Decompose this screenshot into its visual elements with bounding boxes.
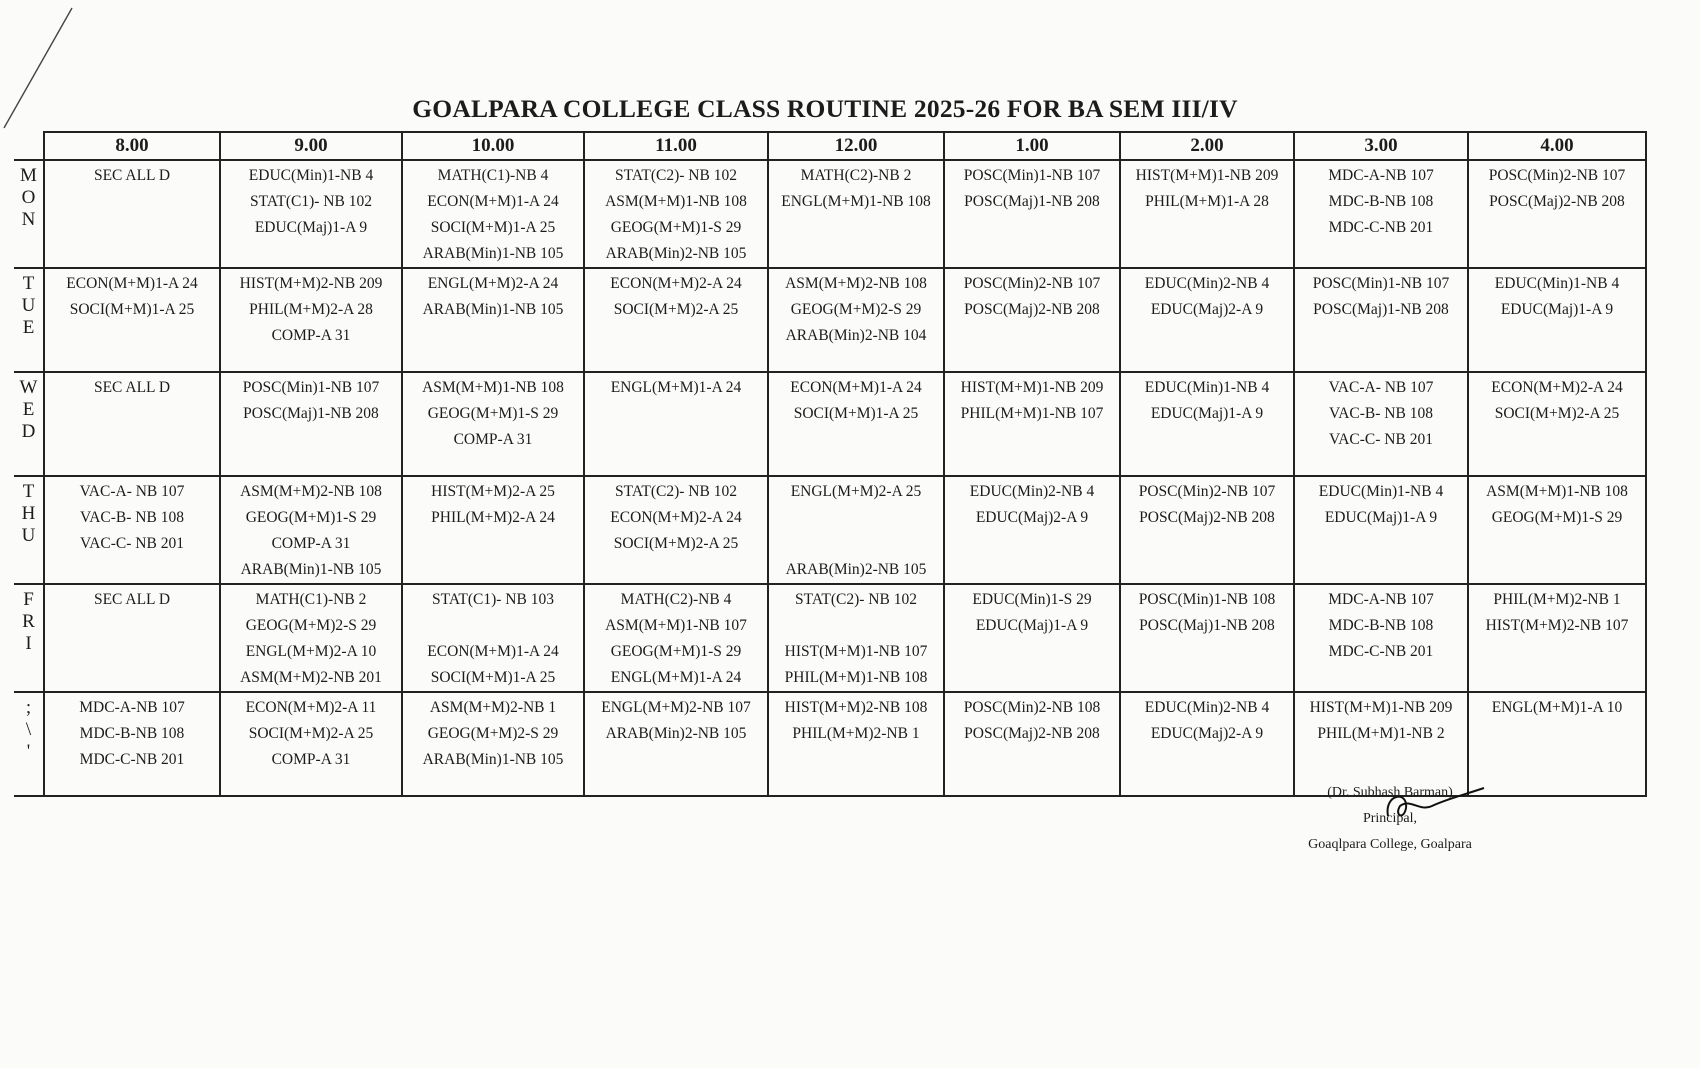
- class-entry: EDUC(Min)2-NB 4: [1144, 275, 1270, 292]
- class-entry: EDUC(Maj)2-A 9: [975, 509, 1089, 526]
- slot-cell: [584, 160, 768, 268]
- class-entry: GEOG(M+M)2-S 29: [245, 617, 377, 634]
- class-entry: ARAB(Min)2-NB 104: [785, 327, 927, 344]
- class-entry: PHIL(M+M)1-NB 2: [1317, 725, 1445, 742]
- class-entry: ASM(M+M)1-NB 108: [1486, 483, 1628, 500]
- class-entry: MDC-C-NB 201: [79, 751, 185, 768]
- class-entry: VAC-A- NB 107: [79, 483, 185, 500]
- time-header: 3.00: [1294, 132, 1468, 160]
- class-entry: EDUC(Maj)1-A 9: [975, 617, 1089, 634]
- time-header-row: [14, 132, 1646, 160]
- class-entry: ASM(M+M)1-NB 108: [605, 193, 747, 210]
- class-entry: ARAB(Min)2-NB 105: [785, 561, 927, 578]
- day-letter: F: [23, 589, 34, 610]
- time-header: 9.00: [220, 132, 402, 160]
- class-entry: PHIL(M+M)1-A 28: [1145, 193, 1269, 210]
- slot-cell: [768, 476, 944, 584]
- slot-cell: [402, 692, 584, 796]
- class-entry: PHIL(M+M)2-A 24: [431, 509, 555, 526]
- slot-cell: [220, 476, 402, 584]
- class-entry: MDC-B-NB 108: [79, 725, 185, 742]
- class-entry: GEOG(M+M)2-S 29: [427, 725, 559, 742]
- day-label: [14, 160, 44, 268]
- slot-cell: [220, 372, 402, 476]
- time-header: 8.00: [44, 132, 220, 160]
- class-entry: EDUC(Maj)2-A 9: [1150, 301, 1264, 318]
- day-row: [14, 268, 1646, 372]
- class-entry: ECON(M+M)2-A 24: [610, 275, 742, 292]
- signatory-name: (Dr. Subhash Barman): [1327, 785, 1453, 800]
- class-entry: POSC(Min)2-NB 107: [963, 275, 1101, 292]
- day-label: [14, 692, 44, 796]
- class-entry: ASM(M+M)2-NB 1: [429, 699, 557, 716]
- class-entry: ENGL(M+M)2-A 24: [427, 275, 559, 292]
- slot-cell: [1120, 584, 1294, 692]
- class-entry: [769, 531, 943, 557]
- slot-cell: [402, 268, 584, 372]
- class-entry: ARAB(Min)2-NB 105: [605, 725, 747, 742]
- class-entry: ENGL(M+M)1-A 10: [1491, 699, 1623, 716]
- class-entry: MDC-C-NB 201: [1328, 643, 1434, 660]
- class-entry: MDC-A-NB 107: [1328, 591, 1434, 608]
- time-header: 12.00: [768, 132, 944, 160]
- class-entry: STAT(C2)- NB 102: [615, 483, 737, 500]
- slot-cell: [1468, 268, 1646, 372]
- class-entry: GEOG(M+M)1-S 29: [427, 405, 559, 422]
- slot-cell: [584, 584, 768, 692]
- class-entry: POSC(Min)2-NB 107: [1488, 167, 1626, 184]
- class-entry: ARAB(Min)1-NB 105: [422, 301, 564, 318]
- time-header: 11.00: [584, 132, 768, 160]
- slot-cell: [1468, 584, 1646, 692]
- day-letter: T: [22, 273, 35, 294]
- slot-cell: [1294, 372, 1468, 476]
- class-entry: SOCI(M+M)2-A 25: [1494, 405, 1620, 422]
- day-letter: I: [25, 633, 32, 654]
- time-header: 1.00: [944, 132, 1120, 160]
- class-entry: POSC(Min)2-NB 107: [1138, 483, 1276, 500]
- class-entry: [769, 505, 943, 531]
- class-entry: POSC(Min)1-NB 107: [242, 379, 380, 396]
- day-label: [14, 268, 44, 372]
- class-entry: ECON(M+M)2-A 24: [610, 509, 742, 526]
- class-entry: GEOG(M+M)2-S 29: [790, 301, 922, 318]
- class-entry: SOCI(M+M)1-A 25: [69, 301, 195, 318]
- class-entry: PHIL(M+M)1-NB 108: [784, 669, 928, 686]
- class-entry: SOCI(M+M)2-A 25: [248, 725, 374, 742]
- slot-cell: [402, 372, 584, 476]
- class-entry: ECON(M+M)1-A 24: [427, 643, 559, 660]
- day-letter: D: [21, 421, 36, 442]
- class-entry: EDUC(Min)1-NB 4: [1144, 379, 1270, 396]
- class-entry: ECON(M+M)1-A 24: [427, 193, 559, 210]
- class-entry: EDUC(Min)2-NB 4: [969, 483, 1095, 500]
- class-entry: VAC-A- NB 107: [1328, 379, 1434, 396]
- day-letter: \: [25, 719, 32, 740]
- class-entry: EDUC(Maj)2-A 9: [1150, 725, 1264, 742]
- class-entry: HIST(M+M)1-NB 209: [1309, 699, 1453, 716]
- class-entry: SOCI(M+M)1-A 25: [793, 405, 919, 422]
- class-entry: [769, 613, 943, 639]
- class-entry: HIST(M+M)2-A 25: [431, 483, 555, 500]
- slot-cell: [944, 268, 1120, 372]
- slot-cell: [944, 372, 1120, 476]
- class-entry: POSC(Maj)2-NB 208: [1139, 509, 1275, 526]
- class-entry: PHIL(M+M)1-NB 107: [960, 405, 1104, 422]
- class-entry: ARAB(Min)2-NB 105: [605, 245, 747, 262]
- day-letter: N: [21, 209, 36, 230]
- class-entry: HIST(M+M)2-NB 107: [1485, 617, 1629, 634]
- day-letter: E: [22, 317, 35, 338]
- class-entry: STAT(C2)- NB 102: [615, 167, 737, 184]
- slot-cell: [768, 372, 944, 476]
- class-entry: MDC-B-NB 108: [1328, 617, 1434, 634]
- class-entry: VAC-C- NB 201: [80, 535, 184, 552]
- class-entry: EDUC(Maj)1-A 9: [254, 219, 368, 236]
- day-letter: E: [22, 399, 35, 420]
- day-letter: W: [19, 377, 38, 398]
- class-entry: SOCI(M+M)2-A 25: [613, 535, 739, 552]
- slot-cell: [768, 268, 944, 372]
- slot-cell: [1468, 372, 1646, 476]
- class-entry: POSC(Maj)2-NB 208: [1489, 193, 1625, 210]
- slot-cell: [220, 160, 402, 268]
- time-header: 2.00: [1120, 132, 1294, 160]
- slot-cell: [1294, 584, 1468, 692]
- class-entry: ARAB(Min)1-NB 105: [422, 245, 564, 262]
- slot-cell: [768, 692, 944, 796]
- slot-cell: [44, 476, 220, 584]
- class-entry: ASM(M+M)2-NB 201: [240, 669, 382, 686]
- day-letter: H: [21, 503, 36, 524]
- slot-cell: [1120, 476, 1294, 584]
- slot-cell: [1294, 268, 1468, 372]
- page-title: GOALPARA COLLEGE CLASS ROUTINE 2025-26 FOR BA SEM III/IV: [412, 94, 1238, 123]
- class-entry: COMP-A 31: [271, 327, 351, 344]
- day-letter: O: [21, 187, 36, 208]
- class-routine-table: [14, 131, 1647, 797]
- class-entry: MATH(C1)-NB 4: [437, 167, 549, 184]
- class-entry: POSC(Min)1-NB 107: [1312, 275, 1450, 292]
- slot-cell: [44, 692, 220, 796]
- class-entry: STAT(C1)- NB 102: [250, 193, 372, 210]
- day-letter: M: [20, 165, 37, 186]
- class-entry: ENGL(M+M)1-NB 108: [781, 193, 931, 210]
- class-entry: ENGL(M+M)1-A 24: [610, 669, 742, 686]
- class-entry: GEOG(M+M)1-S 29: [1491, 509, 1623, 526]
- class-entry: ARAB(Min)1-NB 105: [240, 561, 382, 578]
- class-entry: ASM(M+M)2-NB 108: [785, 275, 927, 292]
- day-letter: ': [26, 741, 31, 762]
- class-entry: MATH(C2)-NB 2: [800, 167, 912, 184]
- class-entry: EDUC(Maj)1-A 9: [1150, 405, 1264, 422]
- class-entry: ENGL(M+M)2-A 25: [790, 483, 922, 500]
- corner-cell: [14, 132, 44, 160]
- class-entry: EDUC(Min)1-NB 4: [1494, 275, 1620, 292]
- class-entry: EDUC(Min)1-NB 4: [248, 167, 374, 184]
- class-entry: POSC(Maj)1-NB 208: [243, 405, 379, 422]
- class-entry: PHIL(M+M)2-A 28: [249, 301, 373, 318]
- class-entry: EDUC(Min)1-S 29: [972, 591, 1092, 608]
- class-entry: SOCI(M+M)1-A 25: [430, 219, 556, 236]
- slot-cell: [1120, 692, 1294, 796]
- class-entry: STAT(C1)- NB 103: [432, 591, 554, 608]
- day-label: [14, 584, 44, 692]
- slot-cell: [220, 584, 402, 692]
- day-row: [14, 584, 1646, 692]
- class-entry: ECON(M+M)2-A 11: [245, 699, 377, 716]
- class-entry: ENGL(M+M)1-A 24: [610, 379, 742, 396]
- slot-cell: [944, 692, 1120, 796]
- class-entry: SEC ALL D: [93, 379, 171, 396]
- class-entry: VAC-B- NB 108: [1329, 405, 1433, 422]
- slot-cell: [944, 584, 1120, 692]
- time-header: 4.00: [1468, 132, 1646, 160]
- class-entry: STAT(C2)- NB 102: [795, 591, 917, 608]
- class-entry: ECON(M+M)1-A 24: [66, 275, 198, 292]
- class-entry: ASM(M+M)1-NB 107: [605, 617, 747, 634]
- slot-cell: [768, 584, 944, 692]
- class-entry: HIST(M+M)2-NB 108: [784, 699, 928, 716]
- class-entry: ENGL(M+M)2-A 10: [245, 643, 377, 660]
- class-entry: POSC(Min)1-NB 107: [963, 167, 1101, 184]
- day-letter: U: [21, 295, 36, 316]
- slot-cell: [44, 372, 220, 476]
- class-entry: POSC(Maj)2-NB 208: [964, 725, 1100, 742]
- class-entry: GEOG(M+M)1-S 29: [610, 643, 742, 660]
- day-label: [14, 476, 44, 584]
- class-entry: HIST(M+M)1-NB 107: [784, 643, 928, 660]
- class-entry: POSC(Maj)2-NB 208: [964, 301, 1100, 318]
- class-entry: MATH(C2)-NB 4: [620, 591, 732, 608]
- class-entry: MDC-B-NB 108: [1328, 193, 1434, 210]
- class-entry: MATH(C1)-NB 2: [255, 591, 367, 608]
- class-entry: HIST(M+M)1-NB 209: [960, 379, 1104, 396]
- class-entry: EDUC(Min)2-NB 4: [1144, 699, 1270, 716]
- slot-cell: [402, 160, 584, 268]
- slot-cell: [584, 268, 768, 372]
- day-label: [14, 372, 44, 476]
- class-entry: VAC-C- NB 201: [1329, 431, 1433, 448]
- class-entry: EDUC(Maj)1-A 9: [1324, 509, 1438, 526]
- class-entry: ARAB(Min)1-NB 105: [422, 751, 564, 768]
- slot-cell: [944, 476, 1120, 584]
- slot-cell: [220, 268, 402, 372]
- day-row: [14, 160, 1646, 268]
- time-header: 10.00: [402, 132, 584, 160]
- slot-cell: [44, 584, 220, 692]
- slot-cell: [1468, 160, 1646, 268]
- class-entry: VAC-B- NB 108: [80, 509, 184, 526]
- class-entry: GEOG(M+M)1-S 29: [610, 219, 742, 236]
- day-row: [14, 372, 1646, 476]
- slot-cell: [220, 692, 402, 796]
- day-letter: ;: [25, 697, 32, 718]
- slot-cell: [1120, 160, 1294, 268]
- class-entry: EDUC(Maj)1-A 9: [1500, 301, 1614, 318]
- slot-cell: [1468, 476, 1646, 584]
- slot-cell: [402, 584, 584, 692]
- class-entry: ECON(M+M)1-A 24: [790, 379, 922, 396]
- slot-cell: [402, 476, 584, 584]
- class-entry: ASM(M+M)1-NB 108: [422, 379, 564, 396]
- class-entry: MDC-C-NB 201: [1328, 219, 1434, 236]
- class-entry: [403, 613, 583, 639]
- signatory-designation: Principal,: [1362, 811, 1418, 826]
- slot-cell: [584, 372, 768, 476]
- class-entry: SEC ALL D: [93, 167, 171, 184]
- slot-cell: [584, 476, 768, 584]
- class-entry: POSC(Min)1-NB 108: [1138, 591, 1276, 608]
- class-entry: ECON(M+M)2-A 24: [1491, 379, 1623, 396]
- class-entry: SOCI(M+M)1-A 25: [430, 669, 556, 686]
- class-entry: GEOG(M+M)1-S 29: [245, 509, 377, 526]
- class-entry: COMP-A 31: [453, 431, 533, 448]
- class-entry: COMP-A 31: [271, 751, 351, 768]
- class-entry: POSC(Maj)1-NB 208: [1139, 617, 1275, 634]
- class-entry: MDC-A-NB 107: [1328, 167, 1434, 184]
- slot-cell: [44, 160, 220, 268]
- class-entry: EDUC(Min)1-NB 4: [1318, 483, 1444, 500]
- signature-block: [1290, 780, 1490, 858]
- class-entry: MDC-A-NB 107: [79, 699, 185, 716]
- slot-cell: [1294, 160, 1468, 268]
- slot-cell: [1120, 372, 1294, 476]
- class-entry: POSC(Maj)1-NB 208: [1313, 301, 1449, 318]
- slot-cell: [768, 160, 944, 268]
- class-entry: HIST(M+M)1-NB 209: [1135, 167, 1279, 184]
- class-entry: POSC(Min)2-NB 108: [963, 699, 1101, 716]
- class-entry: SOCI(M+M)2-A 25: [613, 301, 739, 318]
- slot-cell: [1294, 476, 1468, 584]
- slot-cell: [584, 692, 768, 796]
- signatory-institution: Goaqlpara College, Goalpara: [1308, 837, 1472, 852]
- slot-cell: [1468, 692, 1646, 796]
- class-entry: PHIL(M+M)2-NB 1: [1493, 591, 1621, 608]
- slot-cell: [1120, 268, 1294, 372]
- day-letter: U: [21, 525, 36, 546]
- class-entry: PHIL(M+M)2-NB 1: [792, 725, 920, 742]
- day-letter: R: [22, 611, 35, 632]
- slot-cell: [944, 160, 1120, 268]
- class-entry: ENGL(M+M)2-NB 107: [601, 699, 751, 716]
- class-entry: COMP-A 31: [271, 535, 351, 552]
- class-entry: HIST(M+M)2-NB 209: [239, 275, 383, 292]
- class-entry: SEC ALL D: [93, 591, 171, 608]
- class-entry: POSC(Maj)1-NB 208: [964, 193, 1100, 210]
- day-row: [14, 476, 1646, 584]
- class-entry: ASM(M+M)2-NB 108: [240, 483, 382, 500]
- day-letter: T: [22, 481, 35, 502]
- slot-cell: [44, 268, 220, 372]
